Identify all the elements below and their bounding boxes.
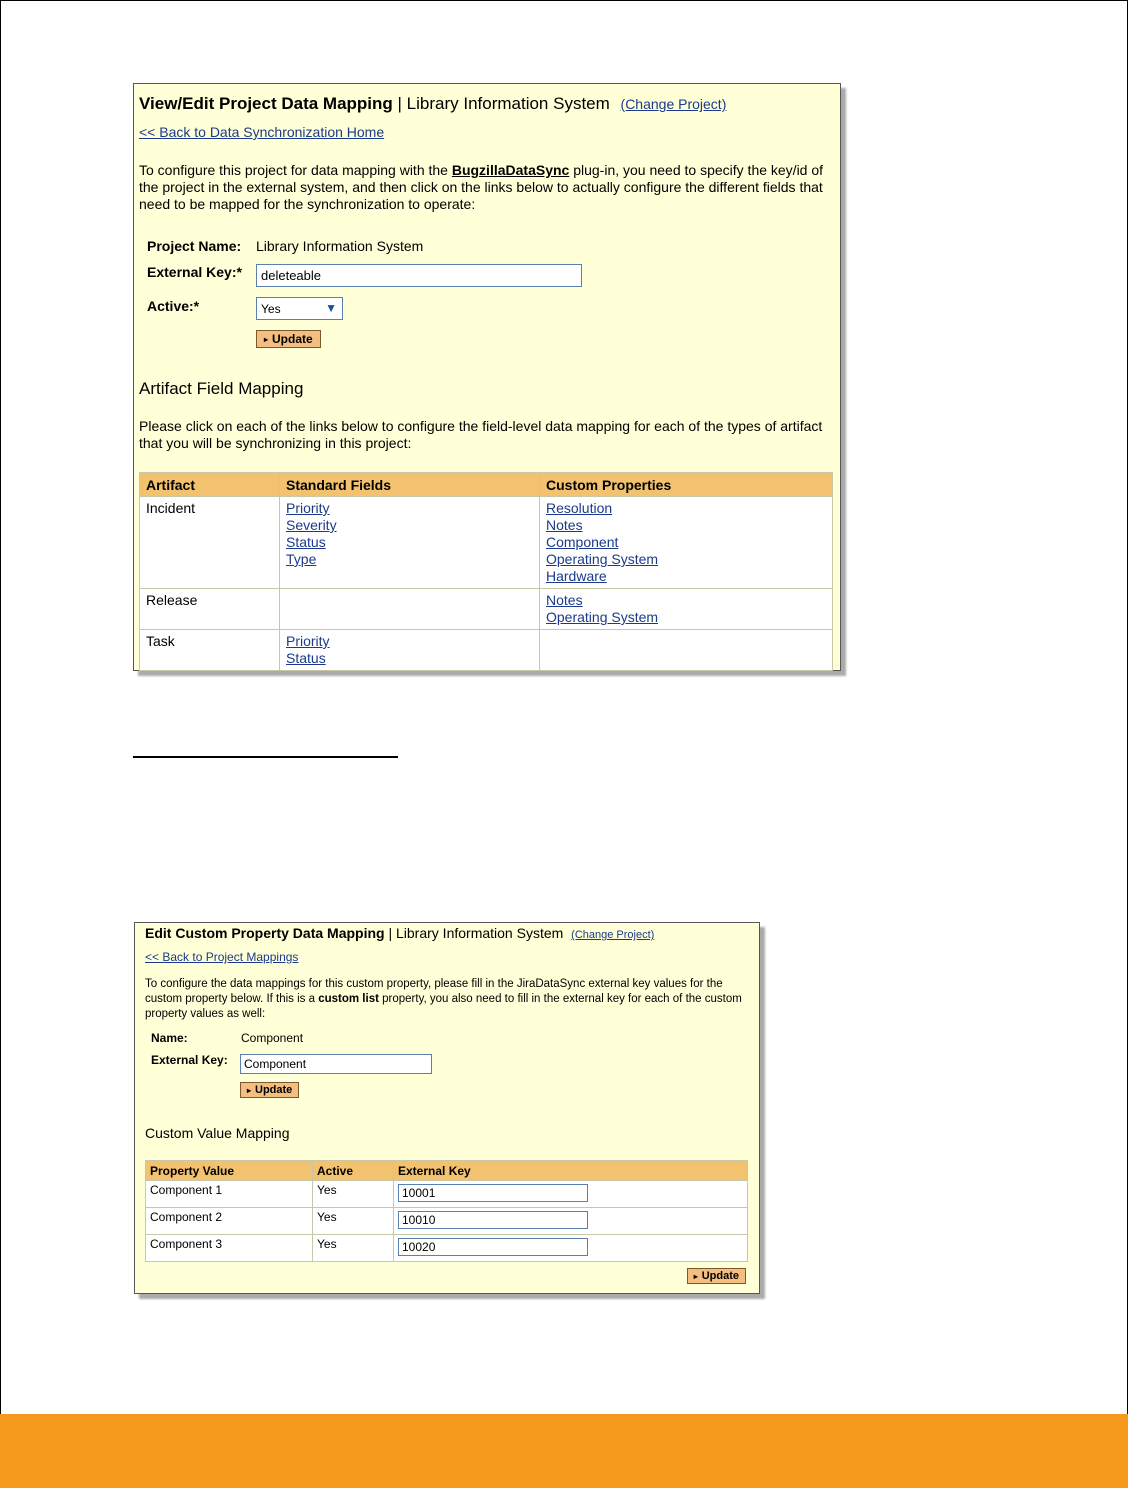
active-cell: Yes <box>313 1181 394 1208</box>
active-label: Active:* <box>147 298 200 314</box>
page-title: View/Edit Project Data Mapping | Library Information System (Change Project) <box>139 94 727 113</box>
custom-property-mapping-panel <box>134 922 760 1294</box>
change-project-link[interactable]: (Change Project) <box>620 96 727 112</box>
update-values-button[interactable]: ▸ Update <box>687 1268 746 1284</box>
update-button[interactable]: ▸ Update <box>240 1082 299 1098</box>
play-icon: ▸ <box>693 1271 698 1281</box>
field-link[interactable]: Severity <box>286 517 337 533</box>
back-to-home-link[interactable]: << Back to Data Synchronization Home <box>139 124 385 140</box>
name-value: Component <box>241 1031 304 1045</box>
column-header: Property Value <box>146 1161 313 1181</box>
table-row <box>140 497 833 589</box>
property-link[interactable]: Hardware <box>546 568 607 584</box>
artifact-cell: Release <box>140 589 280 630</box>
project-name-label: Project Name: <box>147 238 242 254</box>
artifact-field-mapping-heading: Artifact Field Mapping <box>139 379 304 398</box>
column-header: External Key <box>394 1161 748 1181</box>
custom-value-mapping-heading: Custom Value Mapping <box>145 1125 290 1141</box>
property-value-cell: Component 1 <box>146 1181 313 1208</box>
external-key-input[interactable]: 10020 <box>398 1238 588 1256</box>
external-key-input[interactable]: Component <box>240 1054 432 1074</box>
intro-text: To configure the data mappings for this custom property, please fill in the JiraDataSync external key values for the custom property below. If this is a custom list property, you also need to fill in the external key for each of the custom property values as well: <box>145 978 742 1020</box>
standard-fields-cell <box>280 497 540 589</box>
page-title: Edit Custom Property Data Mapping | Library Information System (Change Project) <box>145 925 655 941</box>
standard-fields-cell <box>280 589 540 630</box>
play-icon: ▸ <box>264 335 269 345</box>
field-link[interactable]: Status <box>286 650 326 666</box>
play-icon: ▸ <box>247 1085 252 1095</box>
external-key-cell <box>394 1235 748 1262</box>
column-header: Custom Properties <box>540 473 833 497</box>
table-row <box>146 1181 748 1208</box>
table-header-row <box>140 473 833 497</box>
artifact-mapping-table <box>139 472 833 671</box>
table-header-row <box>146 1161 748 1181</box>
column-header: Standard Fields <box>280 473 540 497</box>
property-link[interactable]: Resolution <box>546 500 613 516</box>
property-link[interactable]: Operating System <box>546 609 659 625</box>
active-cell: Yes <box>313 1235 394 1262</box>
project-name-value: Library Information System <box>256 238 424 254</box>
property-value-cell: Component 3 <box>146 1235 313 1262</box>
table-row <box>146 1208 748 1235</box>
custom-properties-cell <box>540 630 833 671</box>
custom-properties-cell <box>540 497 833 589</box>
external-key-label: External Key: <box>151 1053 228 1067</box>
active-select[interactable]: Yes ▼ <box>256 297 343 320</box>
external-key-cell <box>394 1181 748 1208</box>
field-link[interactable]: Status <box>286 534 326 550</box>
table-row <box>140 589 833 630</box>
table-row <box>146 1235 748 1262</box>
artifact-cell: Task <box>140 630 280 671</box>
name-label: Name: <box>151 1031 188 1045</box>
field-link[interactable]: Priority <box>286 633 330 649</box>
plugin-name: BugzillaDataSync <box>451 162 570 178</box>
external-key-label: External Key:* <box>147 264 242 280</box>
property-value-cell: Component 2 <box>146 1208 313 1235</box>
field-link[interactable]: Priority <box>286 500 330 516</box>
active-cell: Yes <box>313 1208 394 1235</box>
external-key-input[interactable]: 10001 <box>398 1184 588 1202</box>
property-link[interactable]: Notes <box>546 592 583 608</box>
property-link[interactable]: Operating System <box>546 551 659 567</box>
property-link[interactable]: Component <box>546 534 619 550</box>
standard-fields-cell <box>280 630 540 671</box>
custom-properties-cell <box>540 589 833 630</box>
dropdown-arrow-icon: ▼ <box>325 301 337 315</box>
intro-text: To configure this project for data mapping with the BugzillaDataSync plug-in, you need to specify the key/id of the project in the external system, and then click on the links below to actually configure the different fields that need to be mapped for the synchronization to operate: <box>139 162 824 212</box>
custom-value-table <box>145 1160 748 1262</box>
external-key-cell <box>394 1208 748 1235</box>
table-row <box>140 630 833 671</box>
field-link[interactable]: Type <box>286 551 317 567</box>
divider-line <box>133 756 398 758</box>
external-key-input[interactable]: 10010 <box>398 1211 588 1229</box>
change-project-link[interactable]: (Change Project) <box>571 929 655 941</box>
artifact-mapping-intro: Please click on each of the links below to configure the field-level data mapping for each of the types of artifact that you will be synchronizing in this project: <box>139 418 823 451</box>
artifact-cell: Incident <box>140 497 280 589</box>
column-header: Active <box>313 1161 394 1181</box>
back-to-project-mappings-link[interactable]: << Back to Project Mappings <box>145 950 299 964</box>
column-header: Artifact <box>140 473 280 497</box>
property-link[interactable]: Notes <box>546 517 583 533</box>
project-mapping-panel <box>133 83 841 671</box>
external-key-input[interactable]: deleteable <box>256 264 582 287</box>
update-button[interactable]: ▸ Update <box>256 330 321 348</box>
footer-bar <box>0 1414 1128 1488</box>
